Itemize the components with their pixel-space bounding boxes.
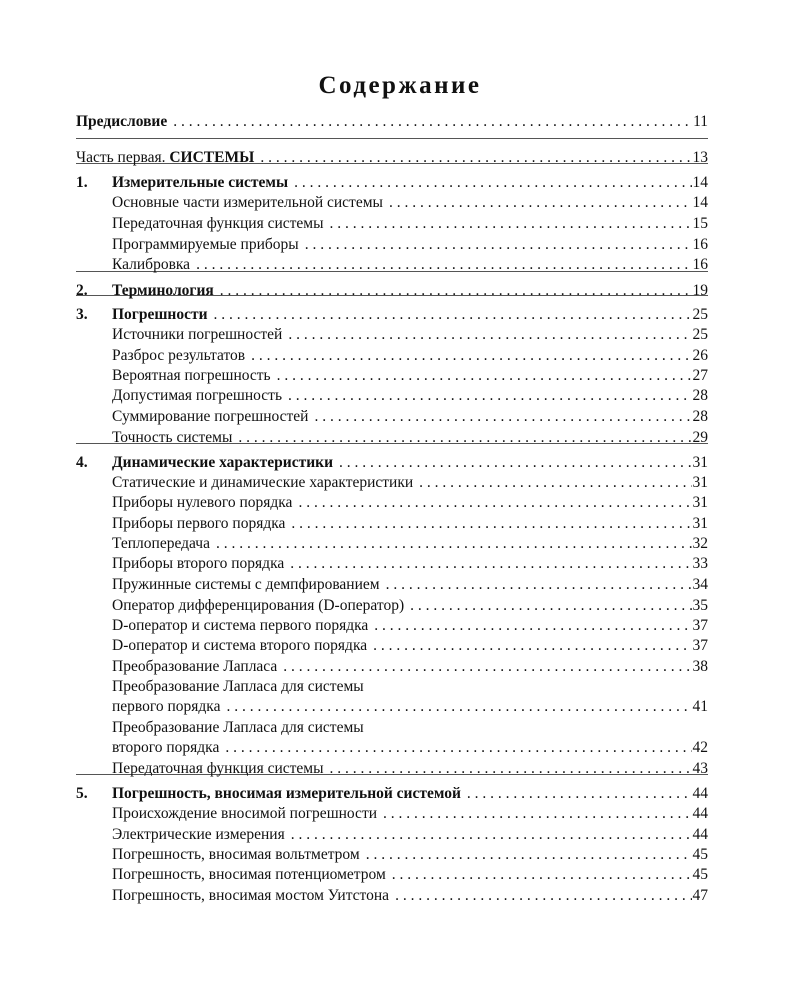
toc-entry[interactable] (112, 255, 708, 275)
entry-title: Оператор дифференцирования (D-оператор) (112, 597, 405, 614)
toc-entry[interactable] (112, 596, 708, 616)
dot-leader (254, 148, 692, 168)
page-number: 34 (692, 576, 708, 593)
page-number: 37 (692, 617, 708, 634)
page-number: 41 (692, 698, 708, 715)
page-number: 47 (692, 887, 708, 904)
toc-entry[interactable] (112, 738, 708, 758)
toc-entry[interactable] (76, 453, 708, 473)
page-number: 43 (692, 760, 708, 777)
entry-title: Терминология (112, 282, 214, 299)
dot-leader (324, 214, 692, 234)
toc-entry[interactable] (112, 886, 708, 906)
toc-entry[interactable] (112, 804, 708, 824)
page-number: 42 (692, 739, 708, 756)
dot-leader (383, 193, 692, 213)
dot-leader (288, 173, 692, 193)
toc-entry[interactable] (112, 865, 708, 885)
page-number: 31 (692, 515, 708, 532)
toc-entry[interactable] (112, 193, 708, 213)
dot-leader (386, 865, 692, 885)
entry-title: D-оператор и система второго порядка (112, 637, 368, 654)
chapter-number: 4. (76, 454, 88, 471)
toc-entry[interactable] (112, 325, 708, 345)
toc-entry[interactable] (112, 407, 708, 427)
entry-title: Передаточная функция системы (112, 215, 324, 232)
entry-title: Программируемые приборы (112, 236, 299, 253)
page-title: Содержание (318, 72, 482, 99)
page-number: 25 (692, 306, 708, 323)
entry-title: Динамические характеристики (112, 454, 333, 471)
toc-entry[interactable] (112, 575, 708, 595)
entry-title: Измерительные системы (112, 174, 289, 191)
dot-leader (190, 255, 692, 275)
entry-title: Основные части измерительной системы (112, 194, 383, 211)
entry-title: Статические и динамические характеристики (112, 474, 414, 491)
toc-entry[interactable] (112, 534, 708, 554)
dot-leader (368, 616, 692, 636)
section-divider (76, 138, 708, 139)
dot-leader (210, 534, 692, 554)
toc-entry[interactable] (112, 697, 708, 717)
toc-entry[interactable] (112, 636, 708, 656)
dot-leader (367, 636, 692, 656)
dot-leader (245, 346, 692, 366)
dot-leader (389, 886, 692, 906)
toc-entry[interactable] (112, 366, 708, 386)
toc-entry[interactable] (76, 305, 708, 325)
entry-title: Погрешность, вносимая измерительной системой (112, 785, 461, 802)
toc-entry[interactable] (112, 235, 708, 255)
entry-title: D-оператор и система первого порядка (112, 617, 369, 634)
dot-leader (404, 596, 692, 616)
chapter-number: 5. (76, 785, 88, 802)
entry-title: Пружинные системы с демпфированием (112, 576, 380, 593)
dot-leader (292, 493, 692, 513)
toc-entry[interactable] (112, 616, 708, 636)
dot-leader (214, 281, 692, 301)
toc-entry[interactable] (112, 428, 708, 448)
page-number: 32 (692, 535, 708, 552)
chapter-number: 2. (76, 282, 88, 299)
toc-entry[interactable] (112, 493, 708, 513)
toc-entry[interactable] (76, 784, 708, 804)
entry-title: Предисловие (76, 113, 168, 130)
dot-leader (285, 825, 692, 845)
part-title: СИСТЕМЫ (169, 149, 255, 166)
toc-entry[interactable] (112, 214, 708, 234)
dot-leader (299, 235, 692, 255)
page-number: 44 (692, 785, 708, 802)
toc-entry[interactable] (112, 759, 708, 779)
entry-title: второго порядка (112, 739, 220, 756)
entry-title: Теплопередача (112, 535, 210, 552)
entry-title: Преобразование Лапласа для системы (112, 719, 364, 736)
chapter-number: 1. (76, 174, 88, 191)
toc-entry[interactable] (112, 346, 708, 366)
page-number: 44 (692, 826, 708, 843)
entry-title: Преобразование Лапласа для системы (112, 678, 364, 695)
page-number: 44 (692, 805, 708, 822)
entry-title: Погрешность, вносимая мостом Уитстона (112, 887, 390, 904)
page-number: 33 (692, 555, 708, 572)
toc-entry[interactable] (76, 148, 708, 168)
entry-title: Разброс результатов (112, 347, 246, 364)
page-number: 31 (692, 454, 708, 471)
dot-leader (333, 453, 692, 473)
entry-title (76, 148, 254, 168)
part-prefix: Часть первая. (76, 149, 170, 166)
entry-title: Точность системы (112, 429, 233, 446)
chapter-number: 3. (76, 306, 88, 323)
page-number: 15 (692, 215, 708, 232)
dot-leader (380, 575, 692, 595)
dot-leader (220, 697, 692, 717)
entry-title: Происхождение вносимой погрешности (112, 805, 378, 822)
dot-leader (232, 428, 692, 448)
dot-leader (271, 366, 692, 386)
page-number: 45 (692, 866, 708, 883)
page-number: 31 (692, 494, 708, 511)
entry-title: первого порядка (112, 698, 221, 715)
toc-entry[interactable] (112, 677, 708, 697)
page-number: 16 (692, 236, 708, 253)
page-number: 29 (692, 429, 708, 446)
toc-entry[interactable] (112, 514, 708, 534)
entry-title: Погрешность, вносимая вольтметром (112, 846, 360, 863)
entry-title: Приборы второго порядка (112, 555, 285, 572)
toc-entry[interactable] (76, 281, 708, 301)
entry-title: Преобразование Лапласа (112, 658, 278, 675)
page-number: 38 (692, 658, 708, 675)
entry-title: Погрешности (112, 306, 208, 323)
page-number: 11 (693, 113, 708, 130)
toc-entry[interactable] (112, 718, 708, 738)
entry-title: Калибровка (112, 256, 191, 273)
dot-leader (413, 473, 692, 493)
page-number: 14 (692, 194, 708, 211)
page-number: 31 (692, 474, 708, 491)
entry-title: Передаточная функция системы (112, 760, 324, 777)
entry-title: Суммирование погрешностей (112, 408, 309, 425)
toc-entry[interactable] (112, 657, 708, 677)
dot-leader (324, 759, 692, 779)
entry-title: Источники погрешностей (112, 326, 283, 343)
entry-title: Приборы первого порядка (112, 515, 286, 532)
toc-entry[interactable] (76, 112, 708, 132)
dot-leader (285, 514, 692, 534)
page-number: 37 (692, 637, 708, 654)
entry-title: Допустимая погрешность (112, 387, 283, 404)
toc-entry[interactable] (112, 386, 708, 406)
toc-entry[interactable] (112, 554, 708, 574)
page-number: 35 (692, 597, 708, 614)
page-number: 13 (692, 149, 708, 166)
dot-leader (219, 738, 692, 758)
toc-entry[interactable] (76, 173, 708, 193)
page-number: 14 (692, 174, 708, 191)
dot-leader (377, 804, 692, 824)
entry-title: Приборы нулевого порядка (112, 494, 293, 511)
entry-title: Электрические измерения (112, 826, 285, 843)
dot-leader (277, 657, 692, 677)
entry-title: Вероятная погрешность (112, 367, 271, 384)
dot-leader (208, 305, 692, 325)
page-number: 28 (692, 387, 708, 404)
toc-entry[interactable] (112, 845, 708, 865)
page-number: 16 (692, 256, 708, 273)
page-number: 26 (692, 347, 708, 364)
page-number: 28 (692, 408, 708, 425)
page-number: 25 (692, 326, 708, 343)
dot-leader (167, 112, 692, 132)
page-number: 19 (692, 282, 708, 299)
dot-leader (360, 845, 692, 865)
dot-leader (282, 386, 692, 406)
dot-leader (461, 784, 692, 804)
page-number: 45 (692, 846, 708, 863)
page-number: 27 (692, 367, 708, 384)
toc-entry[interactable] (112, 825, 708, 845)
dot-leader (282, 325, 692, 345)
entry-title: Погрешность, вносимая потенциометром (112, 866, 386, 883)
dot-leader (284, 554, 692, 574)
dot-leader (308, 407, 692, 427)
toc-entry[interactable] (112, 473, 708, 493)
